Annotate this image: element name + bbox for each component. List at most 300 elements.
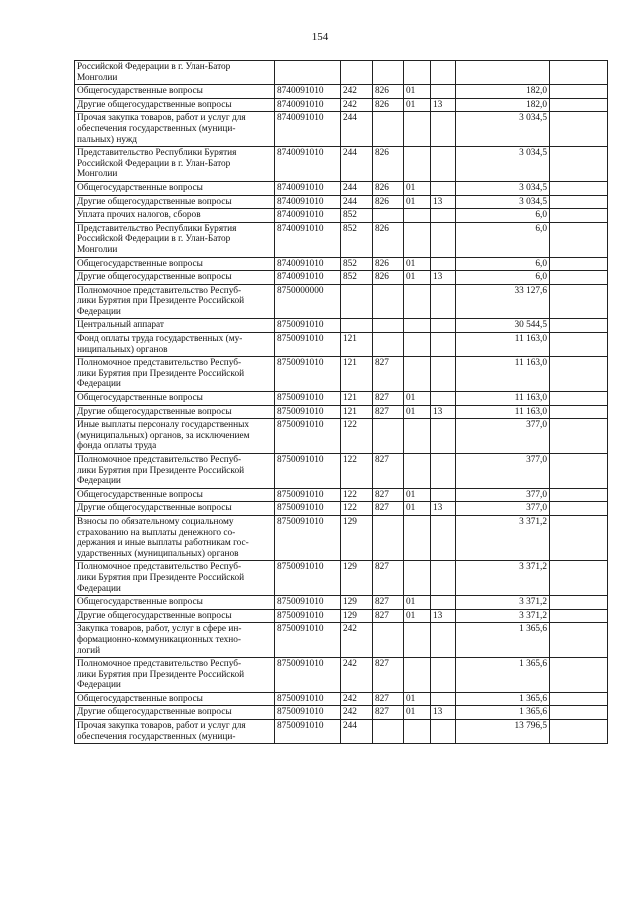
item-name-line: ударственных (муниципальных) органов [77,548,239,559]
empty-cell [550,357,608,392]
budget-admin-code-cell: 827 [373,596,404,610]
section-code-cell: 01 [404,195,431,209]
section-code-cell [404,147,431,182]
item-name-line: Другие общегосударственные вопросы [77,196,232,207]
amount-cell: 1 365,6 [456,623,550,658]
expense-type-code-cell: 242 [341,623,373,658]
subsection-code-cell [431,392,456,406]
subsection-code-cell [431,692,456,706]
budget-admin-code-cell: 827 [373,357,404,392]
table-row [75,181,608,195]
subsection-code-cell [431,454,456,489]
item-name-cell [75,454,275,489]
item-name-line: Федерации [77,583,121,594]
subsection-code-cell [431,561,456,596]
empty-cell [550,85,608,99]
subsection-code-cell: 13 [431,195,456,209]
target-article-code-cell: 8740091010 [275,181,341,195]
expense-type-code-cell: 244 [341,112,373,147]
section-code-cell [404,658,431,693]
target-article-code-cell: 8740091010 [275,209,341,223]
table-row [75,319,608,333]
budget-admin-code-cell [373,419,404,454]
empty-cell [550,112,608,147]
budget-admin-code-cell: 827 [373,692,404,706]
budget-admin-code-cell: 827 [373,405,404,419]
amount-cell: 377,0 [456,502,550,516]
budget-admin-code-cell: 827 [373,706,404,720]
amount-cell: 11 163,0 [456,405,550,419]
target-article-code-cell: 8740091010 [275,257,341,271]
empty-cell [550,405,608,419]
expense-type-code-cell: 129 [341,515,373,560]
section-code-cell: 01 [404,502,431,516]
item-name-line: Общегосударственные вопросы [77,489,203,500]
item-name-cell [75,257,275,271]
item-name-line: держания и иные выплаты работникам гос- [77,538,249,549]
target-article-code-cell: 8750091010 [275,720,341,744]
page-number: 154 [311,31,329,43]
item-name-line: Российской Федерации в г. Улан-Батор [77,234,231,245]
item-name-cell [75,61,275,85]
item-name-line: Полномочное представительство Респуб- [77,659,242,670]
expense-type-code-cell: 244 [341,147,373,182]
item-name-line: Фонд оплаты труда государственных (му- [77,334,243,345]
expense-type-code-cell: 242 [341,98,373,112]
expense-type-code-cell: 852 [341,222,373,257]
section-code-cell: 01 [404,98,431,112]
target-article-code-cell: 8750091010 [275,333,341,357]
item-name-line: лики Бурятия при Президенте Российской [77,572,245,583]
table-row [75,405,608,419]
target-article-code-cell: 8750091010 [275,692,341,706]
expense-type-code-cell: 121 [341,405,373,419]
budget-admin-code-cell: 827 [373,392,404,406]
item-name-cell [75,284,275,319]
amount-cell: 6,0 [456,257,550,271]
amount-cell: 13 796,5 [456,720,550,744]
target-article-code-cell: 8750091010 [275,502,341,516]
item-name-line: Монголии [77,244,118,255]
section-code-cell [404,333,431,357]
expense-type-code-cell: 242 [341,658,373,693]
empty-cell [550,271,608,285]
empty-cell [550,720,608,744]
expense-type-code-cell: 244 [341,181,373,195]
budget-admin-code-cell: 826 [373,271,404,285]
empty-cell [550,333,608,357]
item-name-cell [75,85,275,99]
section-code-cell [404,284,431,319]
expense-type-code-cell: 121 [341,357,373,392]
subsection-code-cell: 13 [431,502,456,516]
empty-cell [550,706,608,720]
item-name-line: (муниципальных) органов, за исключением [77,430,250,441]
target-article-code-cell: 8740091010 [275,112,341,147]
target-article-code-cell: 8750091010 [275,392,341,406]
budget-admin-code-cell: 826 [373,85,404,99]
item-name-line: Полномочное представительство Респуб- [77,562,242,573]
budget-admin-code-cell: 827 [373,502,404,516]
item-name-line: Закупка товаров, работ, услуг в сфере ин- [77,624,242,635]
item-name-cell [75,112,275,147]
item-name-line: Общегосударственные вопросы [77,182,203,193]
empty-cell [550,561,608,596]
empty-cell [550,195,608,209]
item-name-cell [75,333,275,357]
empty-cell [550,222,608,257]
item-name-line: Представительство Республики Бурятия [77,223,237,234]
subsection-code-cell [431,515,456,560]
table-row [75,284,608,319]
budget-admin-code-cell: 827 [373,658,404,693]
item-name-line: лики Бурятия при Президенте Российской [77,296,245,307]
expense-type-code-cell [341,284,373,319]
amount-cell: 3 034,5 [456,195,550,209]
item-name-cell [75,147,275,182]
item-name-cell [75,502,275,516]
item-name-line: Прочая закупка товаров, работ и услуг для [77,113,246,124]
budget-admin-code-cell: 826 [373,257,404,271]
expense-type-code-cell: 122 [341,488,373,502]
amount-cell: 30 544,5 [456,319,550,333]
target-article-code-cell: 8740091010 [275,195,341,209]
expense-type-code-cell: 242 [341,706,373,720]
item-name-cell [75,692,275,706]
amount-cell: 1 365,6 [456,706,550,720]
section-code-cell [404,623,431,658]
section-code-cell [404,61,431,85]
item-name-line: обеспечения государственных (муници- [77,731,236,742]
item-name-line: Монголии [77,72,118,83]
table-row [75,419,608,454]
item-name-line: Другие общегосударственные вопросы [77,406,232,417]
section-code-cell [404,319,431,333]
empty-cell [550,515,608,560]
subsection-code-cell [431,419,456,454]
table-row [75,222,608,257]
section-code-cell: 01 [404,596,431,610]
item-name-line: лики Бурятия при Президенте Российской [77,669,245,680]
expense-type-code-cell: 129 [341,609,373,623]
item-name-line: Федерации [77,379,121,390]
amount-cell: 6,0 [456,222,550,257]
item-name-line: Федерации [77,306,121,317]
subsection-code-cell [431,181,456,195]
subsection-code-cell: 13 [431,706,456,720]
amount-cell: 11 163,0 [456,392,550,406]
section-code-cell [404,561,431,596]
amount-cell: 1 365,6 [456,692,550,706]
item-name-line: Общегосударственные вопросы [77,693,203,704]
amount-cell: 3 371,2 [456,515,550,560]
amount-cell: 1 365,6 [456,658,550,693]
table-row [75,333,608,357]
amount-cell: 182,0 [456,98,550,112]
item-name-line: Общегосударственные вопросы [77,258,203,269]
target-article-code-cell: 8750091010 [275,596,341,610]
item-name-cell [75,596,275,610]
table-row [75,596,608,610]
empty-cell [550,609,608,623]
empty-cell [550,181,608,195]
budget-admin-code-cell [373,319,404,333]
amount-cell: 182,0 [456,85,550,99]
item-name-line: Центральный аппарат [77,320,164,331]
expense-type-code-cell: 129 [341,596,373,610]
table-row [75,271,608,285]
table-row [75,609,608,623]
table-row [75,692,608,706]
target-article-code-cell: 8750091010 [275,419,341,454]
amount-cell: 11 163,0 [456,357,550,392]
amount-cell: 3 034,5 [456,147,550,182]
section-code-cell: 01 [404,85,431,99]
target-article-code-cell: 8740091010 [275,98,341,112]
item-name-line: Взносы по обязательному социальному [77,516,234,527]
target-article-code-cell: 8750091010 [275,623,341,658]
table-row [75,502,608,516]
target-article-code-cell: 8750091010 [275,454,341,489]
section-code-cell: 01 [404,692,431,706]
table-row [75,392,608,406]
subsection-code-cell [431,61,456,85]
table-row [75,85,608,99]
subsection-code-cell [431,596,456,610]
empty-cell [550,392,608,406]
item-name-line: Российской Федерации в г. Улан-Батор [77,62,231,72]
item-name-line: Другие общегосударственные вопросы [77,99,232,110]
expense-type-code-cell: 122 [341,454,373,489]
subsection-code-cell [431,357,456,392]
budget-admin-code-cell [373,284,404,319]
amount-cell: 377,0 [456,454,550,489]
expense-type-code-cell [341,319,373,333]
item-name-line: страхованию на выплаты денежного со- [77,527,236,538]
empty-cell [550,61,608,85]
item-name-cell [75,195,275,209]
section-code-cell: 01 [404,392,431,406]
item-name-cell [75,405,275,419]
item-name-cell [75,98,275,112]
target-article-code-cell: 8750091010 [275,561,341,596]
table-row [75,706,608,720]
section-code-cell: 01 [404,181,431,195]
subsection-code-cell [431,333,456,357]
target-article-code-cell: 8750091010 [275,658,341,693]
budget-admin-code-cell [373,333,404,357]
item-name-cell [75,706,275,720]
subsection-code-cell: 13 [431,609,456,623]
item-name-line: лики Бурятия при Президенте Российской [77,465,245,476]
table-row [75,720,608,744]
amount-cell: 377,0 [456,419,550,454]
section-code-cell: 01 [404,706,431,720]
item-name-line: Общегосударственные вопросы [77,393,203,404]
amount-cell: 6,0 [456,209,550,223]
budget-admin-code-cell: 826 [373,181,404,195]
section-code-cell: 01 [404,257,431,271]
section-code-cell [404,357,431,392]
item-name-cell [75,319,275,333]
expense-type-code-cell: 852 [341,271,373,285]
table-row [75,357,608,392]
expense-type-code-cell: 129 [341,561,373,596]
budget-admin-code-cell: 826 [373,195,404,209]
table-row [75,623,608,658]
item-name-line: Федерации [77,680,121,691]
item-name-cell [75,658,275,693]
expense-type-code-cell: 244 [341,720,373,744]
item-name-cell [75,419,275,454]
item-name-cell [75,209,275,223]
item-name-line: логий [77,645,101,656]
subsection-code-cell [431,147,456,182]
table-row [75,257,608,271]
expense-type-code-cell: 852 [341,257,373,271]
target-article-code-cell: 8750091010 [275,609,341,623]
item-name-line: лики Бурятия при Президенте Российской [77,368,245,379]
item-name-cell [75,357,275,392]
amount-cell: 3 371,2 [456,609,550,623]
expense-type-code-cell: 121 [341,333,373,357]
item-name-line: Уплата прочих налогов, сборов [77,210,201,221]
empty-cell [550,454,608,489]
item-name-line: Другие общегосударственные вопросы [77,272,232,283]
expense-type-code-cell [341,61,373,85]
amount-cell: 3 371,2 [456,561,550,596]
target-article-code-cell: 8740091010 [275,222,341,257]
target-article-code-cell: 8740091010 [275,147,341,182]
item-name-line: Другие общегосударственные вопросы [77,610,232,621]
budget-admin-code-cell: 827 [373,454,404,489]
table-row [75,561,608,596]
section-code-cell [404,112,431,147]
section-code-cell [404,515,431,560]
empty-cell [550,257,608,271]
empty-cell [550,596,608,610]
table-row [75,195,608,209]
target-article-code-cell: 8750091010 [275,319,341,333]
subsection-code-cell [431,257,456,271]
item-name-line: обеспечения государственных (муници- [77,123,236,134]
item-name-line: Монголии [77,169,118,180]
amount-cell: 3 371,2 [456,596,550,610]
item-name-cell [75,222,275,257]
subsection-code-cell [431,222,456,257]
expense-type-code-cell: 121 [341,392,373,406]
target-article-code-cell: 8750000000 [275,284,341,319]
empty-cell [550,209,608,223]
item-name-cell [75,720,275,744]
subsection-code-cell: 13 [431,98,456,112]
amount-cell: 377,0 [456,488,550,502]
subsection-code-cell [431,112,456,147]
budget-admin-code-cell [373,209,404,223]
table-row [75,147,608,182]
section-code-cell: 01 [404,405,431,419]
item-name-line: пальных) нужд [77,134,138,145]
empty-cell [550,147,608,182]
item-name-cell [75,515,275,560]
item-name-line: Федерации [77,476,121,487]
item-name-line: Другие общегосударственные вопросы [77,503,232,514]
table-row [75,209,608,223]
item-name-line: Представительство Республики Бурятия [77,148,237,159]
table-row [75,112,608,147]
target-article-code-cell: 8750091010 [275,515,341,560]
budget-admin-code-cell [373,720,404,744]
item-name-cell [75,271,275,285]
subsection-code-cell [431,319,456,333]
budget-admin-code-cell [373,61,404,85]
table-row [75,488,608,502]
amount-cell: 3 034,5 [456,112,550,147]
section-code-cell: 01 [404,488,431,502]
item-name-line: Полномочное представительство Респуб- [77,455,242,465]
subsection-code-cell [431,488,456,502]
item-name-line: фонда оплаты труда [77,441,157,452]
budget-admin-code-cell: 827 [373,609,404,623]
section-code-cell [404,454,431,489]
table-row [75,658,608,693]
target-article-code-cell [275,61,341,85]
item-name-line: Иные выплаты персоналу государственных [77,420,250,431]
item-name-line: ниципальных) органов [77,344,168,355]
item-name-line: Общегосударственные вопросы [77,86,203,97]
empty-cell [550,284,608,319]
subsection-code-cell: 13 [431,405,456,419]
amount-cell [456,61,550,85]
amount-cell: 6,0 [456,271,550,285]
budget-admin-code-cell [373,623,404,658]
empty-cell [550,502,608,516]
target-article-code-cell: 8750091010 [275,405,341,419]
target-article-code-cell: 8750091010 [275,706,341,720]
amount-cell: 33 127,6 [456,284,550,319]
expense-type-code-cell: 122 [341,502,373,516]
subsection-code-cell [431,720,456,744]
subsection-code-cell [431,658,456,693]
budget-admin-code-cell [373,112,404,147]
target-article-code-cell: 8740091010 [275,271,341,285]
amount-cell: 11 163,0 [456,333,550,357]
item-name-line: Другие общегосударственные вопросы [77,707,232,718]
target-article-code-cell: 8740091010 [275,85,341,99]
budget-admin-code-cell [373,515,404,560]
empty-cell [550,488,608,502]
expense-type-code-cell: 852 [341,209,373,223]
empty-cell [550,623,608,658]
section-code-cell: 01 [404,271,431,285]
budget-admin-code-cell: 826 [373,147,404,182]
table-body [75,61,608,744]
empty-cell [550,319,608,333]
table-row [75,61,608,85]
item-name-cell [75,392,275,406]
item-name-cell [75,561,275,596]
table-row [75,515,608,560]
subsection-code-cell [431,284,456,319]
empty-cell [550,419,608,454]
empty-cell [550,692,608,706]
empty-cell [550,658,608,693]
item-name-cell [75,181,275,195]
target-article-code-cell: 8750091010 [275,357,341,392]
section-code-cell: 01 [404,609,431,623]
item-name-line: Полномочное представительство Респуб- [77,358,242,369]
subsection-code-cell: 13 [431,271,456,285]
